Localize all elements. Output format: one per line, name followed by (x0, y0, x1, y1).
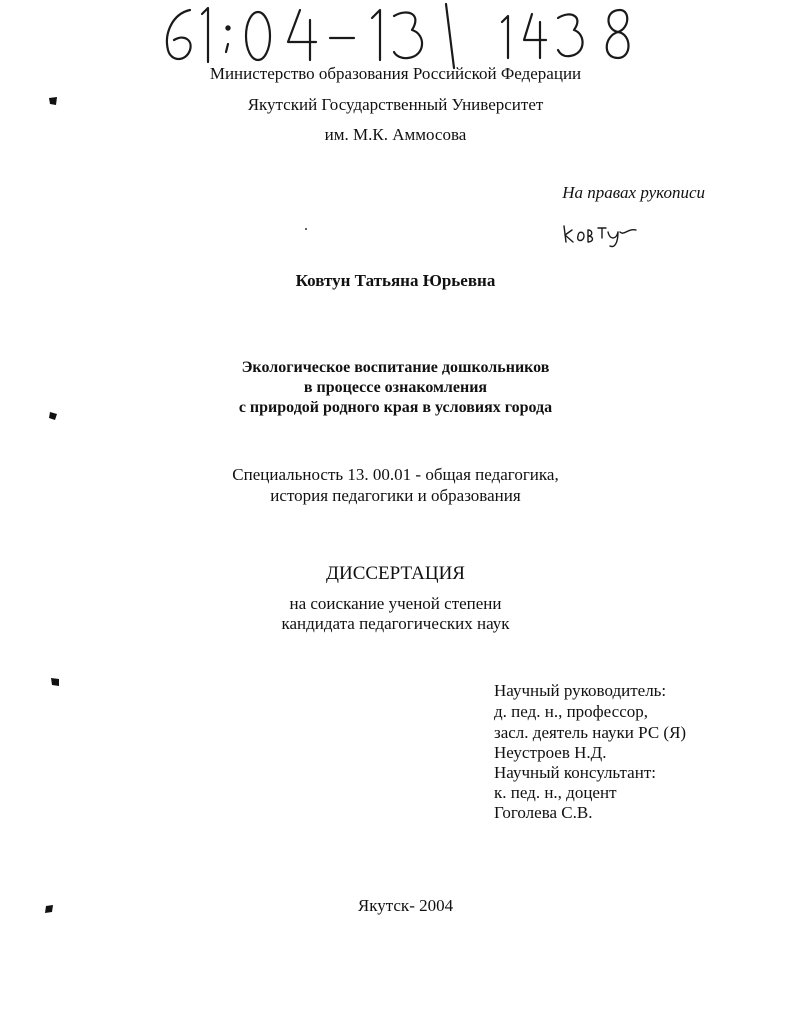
author-signature (560, 218, 640, 248)
handwritten-catalog-number (150, 0, 670, 70)
consultant-name: Гоголева С.В. (494, 803, 593, 822)
title-line-1: Экологическое воспитание дошкольников (241, 359, 550, 376)
degree-line-2: кандидата педагогических наук (281, 614, 510, 633)
specialty-line-1: Специальность 13. 00.01 - общая педагогика, (232, 465, 559, 484)
ministry-line: Министерство образования Российской Федерации (209, 64, 582, 83)
supervisor-degree: д. пед. н., профессор, (494, 702, 648, 721)
binding-hole-mark (47, 410, 59, 422)
document-type: ДИССЕРТАЦИЯ (326, 563, 465, 584)
supervisor-title: засл. деятель науки РС (Я) (494, 723, 687, 742)
binding-hole-mark (43, 903, 55, 915)
university-line: Якутский Государственный Университет (247, 95, 544, 114)
degree-line-1: на соискание ученой степени (289, 594, 502, 613)
city-year: Якутск- 2004 (357, 896, 454, 915)
consultant-heading: Научный консультант: (494, 763, 656, 782)
specialty-line-2: история педагогики и образования (270, 486, 521, 505)
title-line-3: с природой родного края в условиях города (238, 399, 553, 416)
supervisor-heading: Научный руководитель: (494, 681, 667, 700)
author-name: Ковтун Татьяна Юрьевна (295, 271, 496, 290)
rights-note: На правах рукописи (562, 183, 705, 202)
title-line-2: в процессе ознакомления (303, 379, 488, 396)
binding-hole-mark (49, 676, 61, 688)
consultant-degree: к. пед. н., доцент (494, 783, 617, 802)
binding-hole-mark (47, 95, 59, 107)
scan-speck (305, 228, 307, 230)
supervisor-name: Неустроев Н.Д. (494, 743, 607, 762)
named-after-line: им. М.К. Аммосова (324, 125, 467, 144)
